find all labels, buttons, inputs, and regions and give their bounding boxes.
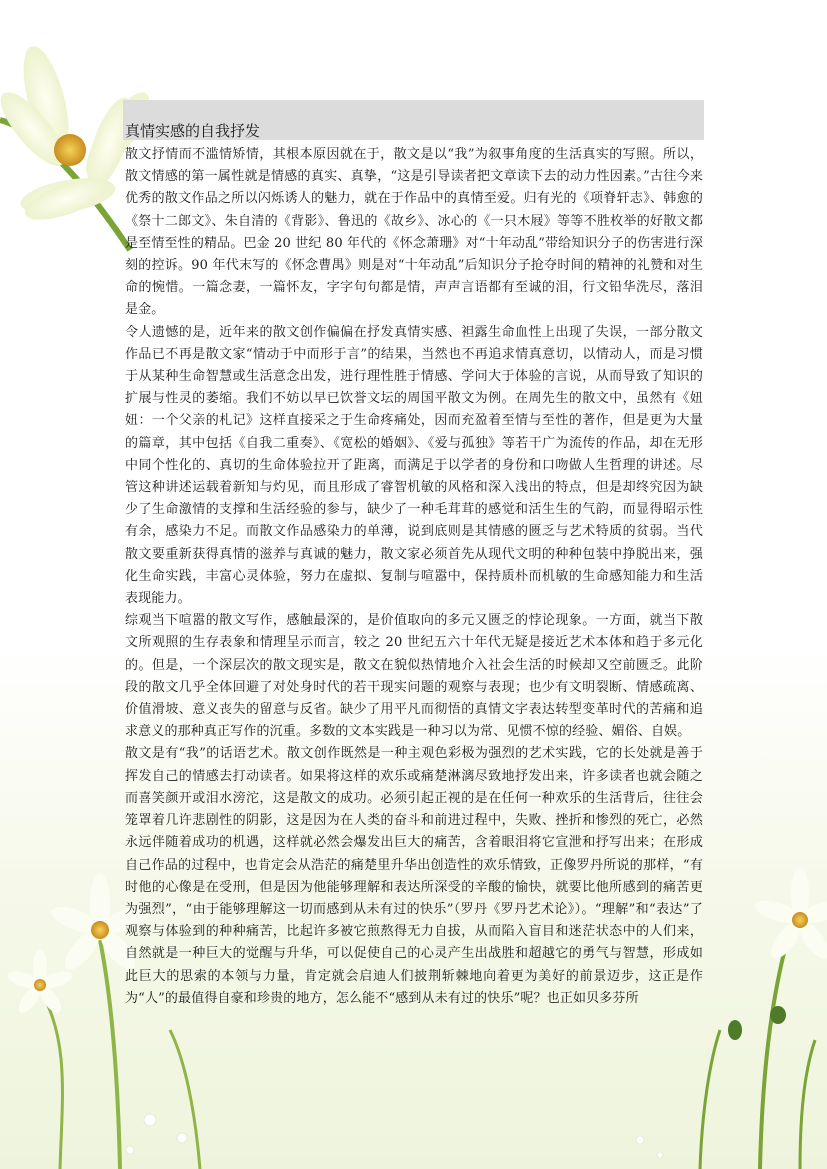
article-body <box>125 144 703 1010</box>
paragraph-2: 令人遗憾的是，近年来的散文创作偏偏在抒发真情实感、袒露生命血性上出现了失误，一部分散文作品已不再是散文家“情动于中而形于言”的结果，当然也不再追求情真意切，以情动人，而是习惯于从某种生命智慧或生活意念出发，进行理性胜于情感、学问大于体验的言说，从而导致了知识的扩展与性灵的萎缩。我们不妨以早已饮誉文坛的周国平散文为例。在周先生的散文中，虽然有《妞妞：一个父亲的札记》这样直接采之于生命疼痛处，因而充盈着至情与至性的著作，但是更为大量的篇章，其中包括《自我二重奏》、《宽松的婚姻》、《爱与孤独》等若干广为流传的作品，却在无形中同个性化的、真切的生命体验拉开了距离，而满足于以学者的身份和口吻做人生哲理的讲述。尽管这种讲述运载着新知与灼见，而且形成了睿智机敏的风格和深入浅出的特点，但是却终究因为缺少了生命激情的支撑和生活经验的参与，缺少了一种毛茸茸的感觉和活生生的气韵，而显得昭示性有余，感染力不足。而散文作品感染力的单薄，说到底则是其情感的匮乏与艺术特质的贫弱。当代散文要重新获得真情的滋养与真诚的魅力，散文家必须首先从现代文明的种种包装中挣脱出来，强化生命实践，丰富心灵体验，努力在虚拟、复制与喧嚣中，保持质朴而机敏的生命感知能力和生活表现能力。 <box>125 324 703 607</box>
paragraph-4: 散文是有“我”的话语艺术。散文创作既然是一种主观色彩极为强烈的艺术实践，它的长处就是善于挥发自己的情感去打动读者。如果将这样的欢乐或痛楚淋漓尽致地抒发出来，许多读者也就会随之而喜笑颜开或泪水滂沱，这是散文的成功。必须引起正视的是在任何一种欢乐的生活背后，往往会笼罩着几许悲剧性的阴影，这是因为在人类的奋斗和前进过程中，失败、挫折和惨烈的死亡，必然永远伴随着成功的机遇，这样就必然会爆发出巨大的痛苦，含着眼泪将它宣泄和抒写出来；在形成自己作品的过程中，也肯定会从浩茫的痛楚里升华出创造性的欢乐情致，正像罗丹所说的那样，“有时他的心像是在受刑，但是因为他能够理解和表达所深受的辛酸的愉快，就要比他所感到的痛苦更为强烈”，“由于能够理解这一切而感到从未有过的快乐”（罗丹《罗丹艺术论》）。“理解”和“表达”了观察与体验到的种种痛苦，比起许多被它煎熬得无力自拔，从而陷入盲目和迷茫状态中的人们来，自然就是一种巨大的觉醒与升华，可以促使自己的心灵产生出战胜和超越它的勇气与智慧，形成如此巨大的思索的本领与力量，肯定就会启迪人们披荆斩棘地向着更为美好的前景迈步，这正是作为“人”的最值得自豪和珍贵的地方，怎么能不“感到从未有过的快乐”呢？也正如贝多芬所 <box>125 746 703 1006</box>
page-title: 真情实感的自我抒发 <box>125 122 261 140</box>
paragraph-1: 散文抒情而不滥情矫情，其根本原因就在于，散文是以“我”为叙事角度的生活真实的写照。所以，散文情感的第一属性就是情感的真实、真挚，“这是引导读者把文章读下去的动力性因素。”古往今来优秀的散文作品之所以闪烁诱人的魅力，就在于作品中的真情至爱。归有光的《项脊轩志》、韩愈的《祭十二郎文》、朱自清的《背影》、鲁迅的《故乡》、冰心的《一只木屐》等等不胜枚举的好散文都是至情至性的精品。巴金 20 世纪 80 年代的《怀念萧珊》对“十年动乱”带给知识分子的伤害进行深刻的控诉。90 年代末写的《怀念曹禺》则是对“十年动乱”后知识分子抢夺时间的精神的礼赞和对生命的惋惜。一篇念妻，一篇怀友，字字句句都是情，声声言语都有至诚的泪，行文铅华洗尽，落泪是金。 <box>125 147 703 318</box>
paragraph-3: 综观当下喧嚣的散文写作，感触最深的，是价值取向的多元又匮乏的悖论现象。一方面，就当下散文所观照的生存表象和情理呈示而言，较之 20 世纪五六十年代无疑是接近艺术本体和趋于多元化的。但是，一个深层次的散文现实是，散文在貌似热情地介入社会生活的时候却又空前匮乏。此阶段的散文几乎全体回避了对处身时代的若干现实问题的观察与表现；也少有文明裂断、情感疏离、价值滑坡、意义丧失的留意与反省。缺少了用平凡而彻悟的真情文字表达转型变革时代的苦痛和追求意义的那种真正写作的沉重。多数的文本实践是一种习以为常、见惯不惊的经验、媚俗、自娱。 <box>125 613 703 740</box>
